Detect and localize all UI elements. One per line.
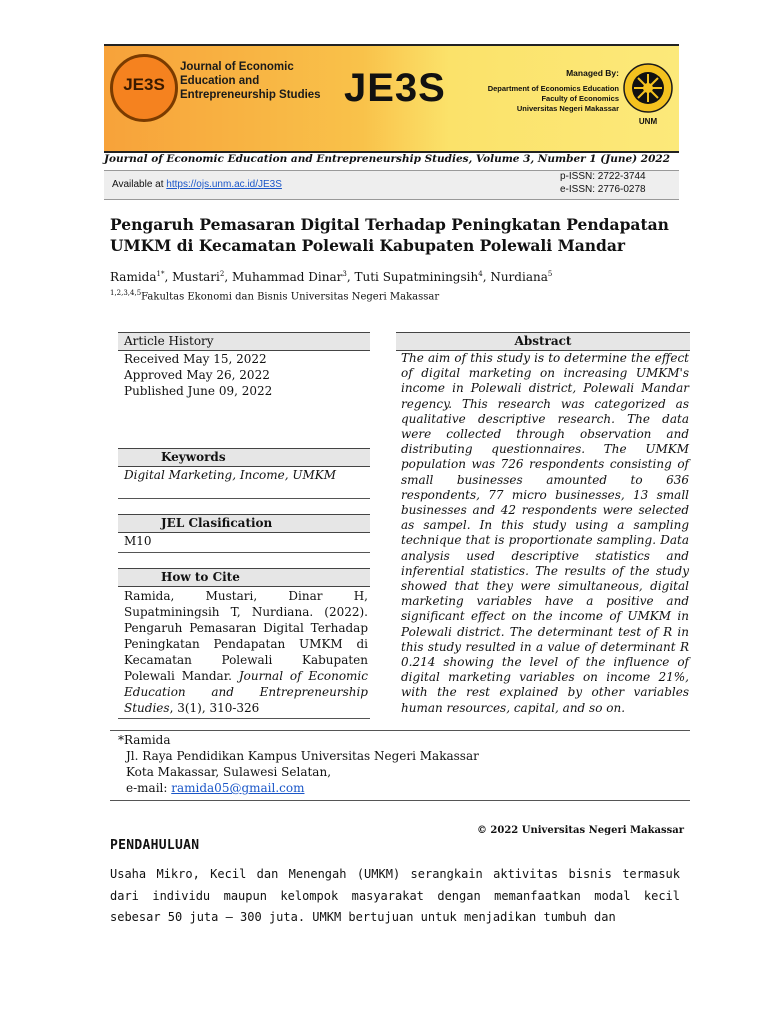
abstract-text: The aim of this study is to determine the effect of digital marketing on increasing UMKM's income in Polewali district, Polewali Mandar regency. This research was categorized as qualitative descriptive research. The data were collected through observation and distributing questionnaires. The UMKM population was 726 respondents consisting of small businesses amounted to 636 respondents, 77 micro businesses, 13 small businesses and 42 respondents were selected as sampel. In this study using a sampling technique that is proportionate sampling. Data analysis used descriptive statistics and inferential statistics. The results of the study showed that they were simultaneous, digital marketing variables have a positive and significant effect on the income of UMKM in Polewali district. The determinant test of R in this study resulted in a value of determinant R 0.214 showing the level of the influence of digital marketing variables on income 21%, with the rest explained by other variables human resources, capital, and so on. [401,351,689,715]
je3s-logo-text: JE3S [344,66,446,110]
keywords-divider [118,498,370,499]
copyright-notice: © 2022 Universitas Negeri Makassar [476,825,684,836]
managed-by-block: Managed By: Department of Economics Education Faculty of Economics Universitas Negeri Makassar [487,68,619,113]
svg-text:UNM: UNM [638,117,658,126]
body-paragraph: Usaha Mikro, Kecil dan Menengah (UMKM) serangkain aktivitas bisnis termasuk dari individu maupun kelompok masyarakat dengan memanfaatkan modal kecil sebesar 50 juta – 300 juta. UMKM bertujuan untuk menjadikan tumbuh dan [110,867,680,924]
journal-banner [104,44,679,153]
article-history-heading: Article History [118,332,370,351]
affiliation: $^{1,2,3,4,5}$Fakultas Ekonomi dan Bisnis Universitas Negeri Makassar [110,289,440,303]
availability-text: Available at https://ojs.unm.ac.id/JE3S [112,179,282,190]
issn-block: p-ISSN: 2722-3744 e-ISSN: 2776-0278 [560,171,646,195]
keywords-text: Digital Marketing, Income, UMKM [124,468,337,482]
how-to-cite-text: Ramida, Mustari, Dinar H, Supatminingsih T, Nurdiana. (2022). Pengaruh Pemasaran Digital Terhadap Peningkatan Pendapatan UMKM di Kecamatan Polewali Kabupaten Polewali Mandar. Journal of Economic Education and Entrepreneurship Studies, 3(1), 310-326 [124,589,368,715]
jel-heading: JEL Clasification [118,514,370,533]
banner-journal-name: Journal of Economic Education and Entrepreneurship Studies [180,61,321,101]
email-link[interactable]: ramida05@gmail.com [171,781,305,795]
article-title: Pengaruh Pemasaran Digital Terhadap Peningkatan Pendapatan UMKM di Kecamatan Polewali Kabupaten Polewali Mandar [110,215,669,255]
unm-seal-icon [622,58,674,130]
jel-code: M10 [124,534,152,548]
author-list: Ramida$^{1*}$, Mustari$^2$, Muhammad Dinar$^3$, Tuti Supatminingsih$^4$, Nurdiana$^5$ [110,270,553,284]
correspondence-block: *Ramida Jl. Raya Pendidikan Kampus Universitas Negeri Makassar Kota Makassar, Sulawesi Selatan, e-mail: ramida05@gmail.com [118,733,479,795]
correspondence-bottom-divider [110,800,690,801]
cite-divider [118,718,370,719]
journal-citation-line: Journal of Economic Education and Entrepreneurship Studies, Volume 3, Number 1 (June) 2022 [104,153,671,165]
section-heading: PENDAHULUAN [110,838,200,853]
keywords-heading: Keywords [118,448,370,467]
jel-divider [118,552,370,553]
correspondence-divider [110,730,690,731]
article-history-dates: Received May 15, 2022 Approved May 26, 2022 Published June 09, 2022 [124,352,273,398]
journal-url-link[interactable]: https://ojs.unm.ac.id/JE3S [166,179,282,190]
abstract-heading: Abstract [396,332,690,351]
je3s-seal-logo: JE3S [110,54,178,122]
how-to-cite-heading: How to Cite [118,568,370,587]
